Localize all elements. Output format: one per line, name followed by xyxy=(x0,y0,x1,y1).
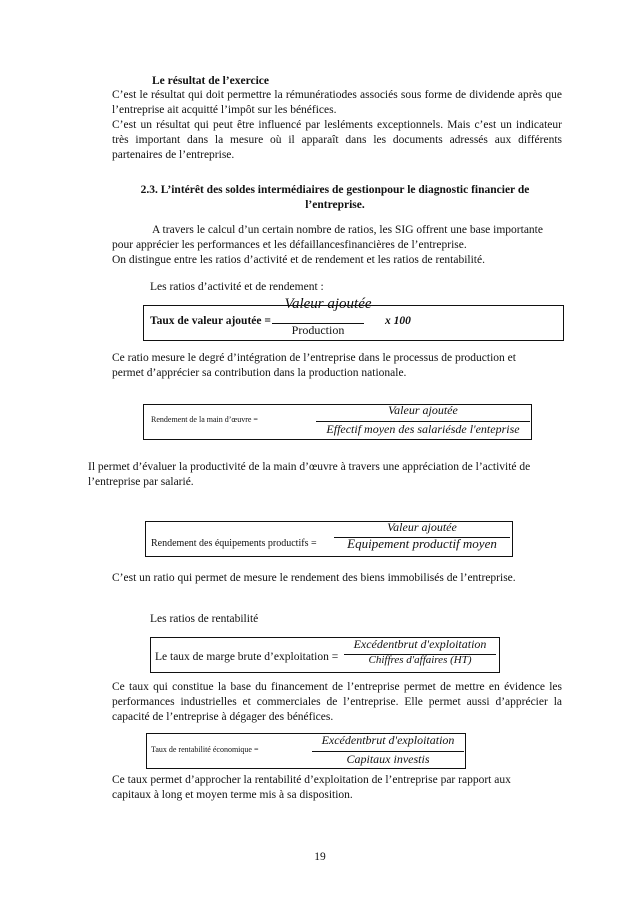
formula-numerator: Valeur ajoutée xyxy=(284,296,372,312)
paragraph-line: Ce taux permet d’approcher la rentabilité d’exploitation de l’entreprise par rapport aux xyxy=(112,774,511,786)
paragraph-resultat xyxy=(112,88,562,163)
paragraph-productivite xyxy=(88,460,558,490)
formula-label: Taux de valeur ajoutée = xyxy=(150,315,271,327)
paragraph-line: On distingue entre les ratios d’activité et de rendement et les ratios de rentabilité. xyxy=(112,254,485,266)
page-number: 19 xyxy=(314,851,326,863)
paragraph-ratio-va xyxy=(112,351,562,381)
paragraph-line: A travers le calcul d’un certain nombre de ratios, les SIG offrent une base importante xyxy=(152,224,543,236)
paragraph-line: Il permet d’évaluer la productivité de la main d’œuvre à travers une appréciation de l’activité de xyxy=(88,461,531,473)
paragraph-line: pour apprécier les performances et les défaillancesfinancières de l’entreprise. xyxy=(112,239,467,251)
paragraph-line: l’entreprise par salarié. xyxy=(88,476,194,488)
formula-label: Taux de rentabilité économique = xyxy=(151,745,259,754)
section-heading-2-3: 2.3. L’intérêt des soldes intermédiaires de gestionpour le diagnostic financier de l’entreprise. xyxy=(140,184,530,211)
formula-numerator: Valeur ajoutée xyxy=(388,403,458,417)
formula-denominator: Production xyxy=(291,323,345,337)
formula-denominator: Equipement productif moyen xyxy=(347,536,497,551)
formula-denominator: Capitaux investis xyxy=(346,752,430,766)
subheading-resultat: Le résultat de l’exercice xyxy=(152,75,269,87)
paragraph-biens-immobilises: C’est un ratio qui permet de mesure le rendement des biens immobilisés de l’entreprise. xyxy=(112,572,516,584)
formula-label: Le taux de marge brute d’exploitation = xyxy=(155,651,339,663)
formula-denominator: Effectif moyen des salariésde l'enteprise xyxy=(326,422,520,436)
paragraph-line: C’est le résultat qui doit permettre la rémunératiodes associés sous forme de dividende après que l’entreprise ait acquitté l’impôt sur les bénéfices. xyxy=(112,89,562,116)
paragraph-line: permet d’apprécier sa contribution dans la production nationale. xyxy=(112,367,407,379)
paragraph-line: C’est un résultat qui peut être influencé par lesléments exceptionnels. Mais c’est un indicateur très important dans la mesure où il apparaît dans les documents adressés aux différents partenaires de l’entreprise. xyxy=(112,119,562,161)
paragraph-line: capitaux à long et moyen terme mis à sa disposition. xyxy=(112,789,353,801)
ratios-rentabilite-label: Les ratios de rentabilité xyxy=(150,613,259,625)
ratios-activite-label: Les ratios d’activité et de rendement : xyxy=(150,281,324,293)
formula-multiplier: x 100 xyxy=(385,315,411,327)
paragraph-marge-brute: Ce taux qui constitue la base du financement de l’entreprise permet de mettre en évidence les performances industrielles et commerciales de l’entreprise. Elle permet aussi d’apprécier la capacité de l’entreprise à dégager des bénéfices. xyxy=(112,681,562,723)
paragraph-sig xyxy=(112,223,562,268)
formula-label: Rendement de la main d’œuvre = xyxy=(151,415,258,424)
formula-numerator: Valeur ajoutée xyxy=(387,520,457,534)
formula-denominator: Chiffres d'affaires (HT) xyxy=(368,654,472,666)
formula-label: Rendement des équipements productifs = xyxy=(151,538,317,549)
formula-numerator: Excédentbrut d'exploitation xyxy=(353,637,487,651)
paragraph-rentabilite xyxy=(112,773,562,803)
paragraph-line: Ce ratio mesure le degré d’intégration de l’entreprise dans le processus de production et xyxy=(112,352,516,364)
formula-numerator: Excédentbrut d'exploitation xyxy=(321,733,455,747)
